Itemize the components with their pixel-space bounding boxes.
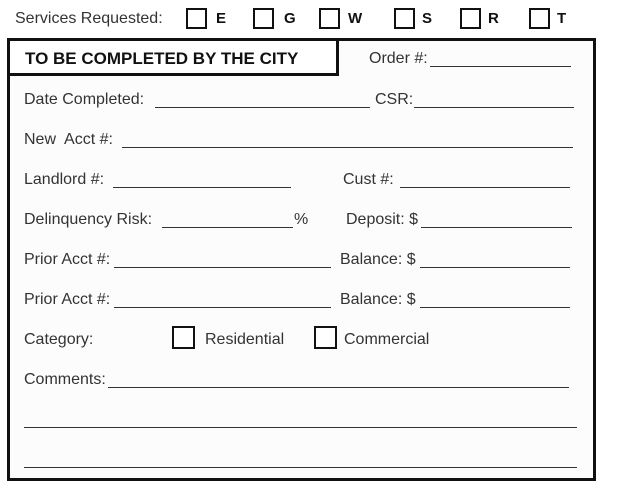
service-s-checkbox[interactable] bbox=[394, 8, 415, 29]
balance-1-label: Balance: $ bbox=[340, 251, 416, 268]
service-s-label: S bbox=[422, 10, 433, 27]
city-header-box bbox=[7, 38, 339, 76]
service-g-checkbox[interactable] bbox=[253, 8, 274, 29]
order-number-field[interactable] bbox=[430, 66, 571, 67]
service-t-checkbox[interactable] bbox=[529, 8, 550, 29]
city-header-title: TO BE COMPLETED BY THE CITY bbox=[25, 49, 299, 68]
deposit-label: Deposit: $ bbox=[346, 211, 419, 228]
prior-acct-1-field[interactable] bbox=[114, 267, 331, 268]
comments-line-1[interactable] bbox=[108, 387, 569, 388]
balance-2-field[interactable] bbox=[420, 307, 570, 308]
category-label: Category: bbox=[24, 331, 94, 348]
percent-sign: % bbox=[294, 211, 309, 228]
cust-label: Cust #: bbox=[343, 171, 394, 188]
comments-line-2[interactable] bbox=[24, 427, 577, 428]
landlord-field[interactable] bbox=[113, 187, 291, 188]
csr-field[interactable] bbox=[414, 107, 574, 108]
date-completed-field[interactable] bbox=[155, 107, 370, 108]
residential-label: Residential bbox=[205, 331, 285, 348]
comments-label: Comments: bbox=[24, 371, 106, 388]
services-requested-label: Services Requested: bbox=[15, 10, 163, 27]
balance-2-label: Balance: $ bbox=[340, 291, 416, 308]
service-g-label: G bbox=[284, 10, 296, 27]
cust-field[interactable] bbox=[400, 187, 570, 188]
deposit-field[interactable] bbox=[421, 227, 572, 228]
service-r-checkbox[interactable] bbox=[460, 8, 481, 29]
csr-label: CSR: bbox=[375, 91, 414, 108]
service-w-label: W bbox=[348, 10, 363, 27]
date-completed-label: Date Completed: bbox=[24, 91, 145, 108]
service-e-checkbox[interactable] bbox=[186, 8, 207, 29]
landlord-label: Landlord #: bbox=[24, 171, 105, 188]
service-e-label: E bbox=[216, 10, 227, 27]
balance-1-field[interactable] bbox=[420, 267, 570, 268]
prior-acct-2-field[interactable] bbox=[114, 307, 331, 308]
commercial-checkbox[interactable] bbox=[314, 326, 337, 349]
delinquency-risk-label: Delinquency Risk: bbox=[24, 211, 153, 228]
comments-line-3[interactable] bbox=[24, 467, 577, 468]
service-w-checkbox[interactable] bbox=[319, 8, 340, 29]
new-acct-field[interactable] bbox=[122, 147, 573, 148]
commercial-label: Commercial bbox=[344, 331, 430, 348]
prior-acct-2-label: Prior Acct #: bbox=[24, 291, 111, 308]
delinquency-risk-field[interactable] bbox=[162, 227, 293, 228]
prior-acct-1-label: Prior Acct #: bbox=[24, 251, 111, 268]
service-r-label: R bbox=[488, 10, 499, 27]
order-number-label: Order #: bbox=[369, 50, 428, 67]
service-t-label: T bbox=[557, 10, 567, 27]
residential-checkbox[interactable] bbox=[172, 326, 195, 349]
new-acct-label: New Acct #: bbox=[24, 131, 113, 148]
